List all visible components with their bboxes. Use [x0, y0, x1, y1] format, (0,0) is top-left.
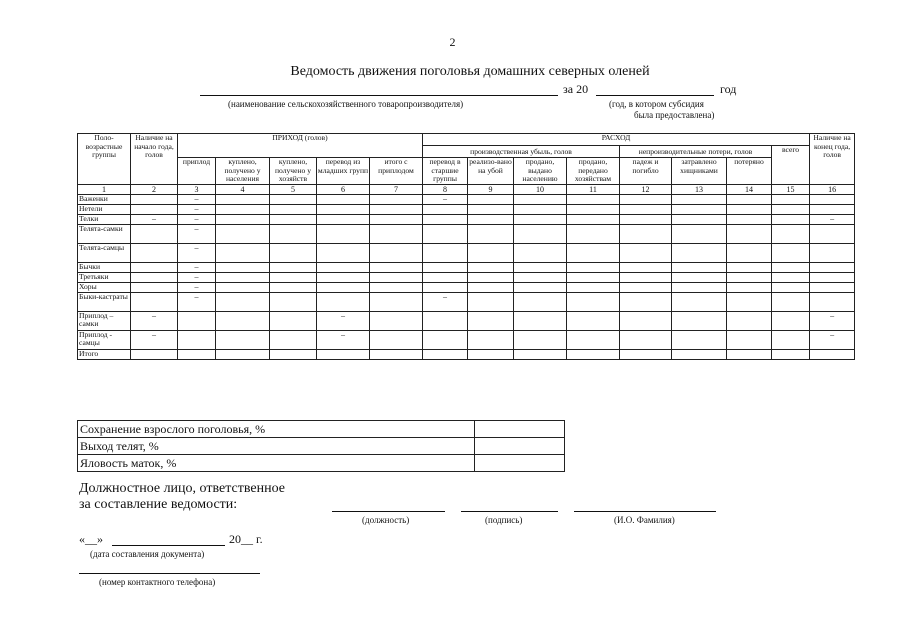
table-cell[interactable]	[370, 194, 423, 204]
table-cell[interactable]	[810, 282, 855, 292]
column-number-row	[78, 184, 855, 194]
full-name-line[interactable]	[574, 511, 716, 512]
year-suffix: год	[720, 82, 737, 96]
year-line[interactable]	[596, 95, 714, 96]
table-cell[interactable]	[317, 349, 370, 359]
table-cell[interactable]	[270, 330, 317, 349]
table-cell[interactable]	[131, 330, 178, 349]
full-name-caption: (И.О. Фамилия)	[614, 515, 675, 525]
table-cell[interactable]	[567, 330, 620, 349]
table-cell[interactable]	[270, 292, 317, 311]
table-cell[interactable]	[270, 262, 317, 272]
table-cell[interactable]	[270, 243, 317, 262]
table-cell[interactable]	[514, 243, 567, 262]
col-header-start-year: Наличие на начало года, голов	[131, 134, 178, 185]
cell-dash: –	[194, 194, 199, 203]
signature-line[interactable]	[461, 511, 558, 512]
table-cell[interactable]	[216, 282, 270, 292]
table-cell[interactable]	[567, 292, 620, 311]
table-cell[interactable]	[514, 330, 567, 349]
sub-header: куплено, получено у хозяйств	[270, 158, 317, 185]
table-cell[interactable]	[370, 282, 423, 292]
row-label: Нетели	[78, 204, 131, 214]
table-cell[interactable]	[423, 243, 468, 262]
col-header-income: ПРИХОД (голов)	[178, 134, 423, 158]
table-cell[interactable]	[772, 330, 810, 349]
page-title: Ведомость движения поголовья домашних северных оленей	[290, 64, 650, 79]
table-cell[interactable]	[131, 204, 178, 214]
row-label: Хоры	[78, 282, 131, 292]
table-cell[interactable]	[216, 262, 270, 272]
table-cell[interactable]	[468, 282, 514, 292]
row-label: Приплод - самцы	[78, 330, 131, 349]
table-cell[interactable]	[514, 214, 567, 224]
cell-dash: –	[830, 311, 835, 320]
indicator-table	[77, 420, 565, 472]
column-number: 11	[567, 184, 620, 194]
table-cell[interactable]	[772, 204, 810, 214]
table-cell[interactable]	[216, 311, 270, 330]
cell-dash: –	[341, 311, 345, 320]
cell-dash: –	[194, 262, 199, 271]
table-row	[78, 282, 855, 292]
table-cell[interactable]	[620, 262, 672, 272]
table-cell[interactable]	[317, 330, 370, 349]
table-cell[interactable]	[620, 349, 672, 359]
table-cell[interactable]	[216, 292, 270, 311]
table-cell[interactable]	[772, 194, 810, 204]
table-cell[interactable]	[620, 330, 672, 349]
table-cell[interactable]	[468, 292, 514, 311]
table-cell[interactable]	[178, 272, 216, 282]
table-cell[interactable]	[131, 292, 178, 311]
table-cell[interactable]	[672, 311, 727, 330]
col-header-productive-loss: производственная убыль, голов	[423, 146, 620, 158]
table-cell[interactable]	[772, 272, 810, 282]
table-cell[interactable]	[620, 194, 672, 204]
date-day: «__»	[79, 532, 103, 546]
sub-header: куплено, получено у населения	[216, 158, 270, 185]
table-row	[78, 349, 855, 359]
table-cell[interactable]	[131, 311, 178, 330]
table-cell[interactable]	[810, 292, 855, 311]
row-label: Важенки	[78, 194, 131, 204]
table-cell[interactable]	[567, 224, 620, 243]
table-cell[interactable]	[270, 282, 317, 292]
indicator-value[interactable]	[475, 421, 565, 438]
cell-dash: –	[152, 214, 156, 223]
table-cell[interactable]	[216, 204, 270, 214]
table-cell[interactable]	[370, 330, 423, 349]
row-label: Телки	[78, 214, 131, 224]
table-cell[interactable]	[810, 194, 855, 204]
table-cell[interactable]	[270, 194, 317, 204]
table-cell[interactable]	[270, 224, 317, 243]
table-cell[interactable]	[178, 243, 216, 262]
table-cell[interactable]	[131, 349, 178, 359]
cell-dash: –	[194, 272, 199, 281]
column-number: 5	[270, 184, 317, 194]
table-cell[interactable]	[423, 224, 468, 243]
sub-header: падеж и погибло	[620, 158, 672, 185]
table-cell[interactable]	[672, 292, 727, 311]
column-number: 15	[772, 184, 810, 194]
table-cell[interactable]	[567, 272, 620, 282]
table-cell[interactable]	[178, 224, 216, 243]
table-cell[interactable]	[131, 262, 178, 272]
table-cell[interactable]	[810, 262, 855, 272]
table-cell[interactable]	[567, 214, 620, 224]
table-cell[interactable]	[178, 194, 216, 204]
table-cell[interactable]	[620, 272, 672, 282]
table-cell[interactable]	[178, 349, 216, 359]
table-cell[interactable]	[468, 214, 514, 224]
year-caption-1: (год, в котором субсидия	[609, 99, 704, 109]
table-cell[interactable]	[317, 204, 370, 214]
table-cell[interactable]	[370, 243, 423, 262]
col-header-unproductive-loss: непроизводительные потери, голов	[620, 146, 772, 158]
indicator-row	[78, 438, 565, 455]
date-caption: (дата составления документа)	[90, 549, 205, 559]
producer-name-line[interactable]	[200, 95, 558, 96]
cell-dash: –	[194, 204, 199, 213]
table-cell[interactable]	[620, 282, 672, 292]
table-cell[interactable]	[672, 349, 727, 359]
table-cell[interactable]	[567, 204, 620, 214]
table-cell[interactable]	[672, 224, 727, 243]
table-cell[interactable]	[317, 214, 370, 224]
column-number: 8	[423, 184, 468, 194]
table-cell[interactable]	[131, 243, 178, 262]
table-cell[interactable]	[620, 214, 672, 224]
table-cell[interactable]	[514, 272, 567, 282]
table-cell[interactable]	[131, 194, 178, 204]
table-cell[interactable]	[514, 262, 567, 272]
column-number: 12	[620, 184, 672, 194]
table-row	[78, 292, 855, 311]
table-cell[interactable]	[772, 292, 810, 311]
table-cell[interactable]	[370, 204, 423, 214]
table-cell[interactable]	[727, 311, 772, 330]
indicator-row	[78, 455, 565, 472]
table-cell[interactable]	[727, 224, 772, 243]
table-cell[interactable]	[727, 282, 772, 292]
cell-dash: –	[194, 292, 199, 301]
page-number: 2	[449, 35, 456, 49]
table-cell[interactable]	[423, 204, 468, 214]
table-cell[interactable]	[270, 272, 317, 282]
position-caption: (должность)	[362, 515, 410, 525]
table-cell[interactable]	[317, 292, 370, 311]
table-cell[interactable]	[370, 224, 423, 243]
table-cell[interactable]	[216, 224, 270, 243]
table-cell[interactable]	[270, 349, 317, 359]
table-cell[interactable]	[810, 214, 855, 224]
table-cell[interactable]	[727, 262, 772, 272]
col-header-expense: РАСХОД	[423, 134, 810, 146]
table-cell[interactable]	[772, 311, 810, 330]
indicator-label: Сохранение взрослого поголовья, %	[78, 421, 475, 438]
table-cell[interactable]	[810, 204, 855, 214]
phone-line[interactable]	[79, 573, 260, 574]
row-label: Бычки	[78, 262, 131, 272]
responsible-person-line2: за составление ведомости:	[79, 497, 238, 512]
sub-header: продано, передано хозяйствам	[567, 158, 620, 185]
row-label: Быки-кастраты	[78, 292, 131, 311]
table-row	[78, 262, 855, 272]
table-cell[interactable]	[178, 262, 216, 272]
table-cell[interactable]	[567, 262, 620, 272]
column-number: 4	[216, 184, 270, 194]
table-cell[interactable]	[178, 292, 216, 311]
table-cell[interactable]	[772, 349, 810, 359]
column-number: 10	[514, 184, 567, 194]
table-cell[interactable]	[131, 214, 178, 224]
table-cell[interactable]	[468, 224, 514, 243]
table-cell[interactable]	[727, 214, 772, 224]
table-cell[interactable]	[423, 330, 468, 349]
row-label: Итого	[78, 349, 131, 359]
table-cell[interactable]	[810, 311, 855, 330]
table-cell[interactable]	[423, 194, 468, 204]
col-header-total: всего	[772, 146, 810, 185]
table-cell[interactable]	[270, 214, 317, 224]
table-cell[interactable]	[727, 292, 772, 311]
cell-dash: –	[194, 214, 199, 223]
table-cell[interactable]	[514, 204, 567, 214]
responsible-person-line1: Должностное лицо, ответственное	[79, 481, 285, 496]
table-cell[interactable]	[514, 349, 567, 359]
table-cell[interactable]	[620, 243, 672, 262]
column-number: 13	[672, 184, 727, 194]
row-label: Телята-самцы	[78, 243, 131, 262]
table-cell[interactable]	[672, 204, 727, 214]
indicator-value[interactable]	[475, 438, 565, 455]
table-cell[interactable]	[620, 292, 672, 311]
table-cell[interactable]	[317, 282, 370, 292]
table-cell[interactable]	[468, 243, 514, 262]
cell-dash: –	[830, 214, 835, 223]
table-cell[interactable]	[423, 214, 468, 224]
table-cell[interactable]	[178, 330, 216, 349]
table-cell[interactable]	[514, 224, 567, 243]
table-cell[interactable]	[317, 272, 370, 282]
table-cell[interactable]	[727, 194, 772, 204]
table-cell[interactable]	[772, 262, 810, 272]
table-row	[78, 311, 855, 330]
table-cell[interactable]	[727, 204, 772, 214]
table-cell[interactable]	[772, 224, 810, 243]
table-cell[interactable]	[514, 282, 567, 292]
table-cell[interactable]	[468, 194, 514, 204]
table-cell[interactable]	[810, 243, 855, 262]
table-cell[interactable]	[672, 262, 727, 272]
table-cell[interactable]	[672, 272, 727, 282]
indicator-label: Яловость маток, %	[78, 455, 475, 472]
table-cell[interactable]	[216, 214, 270, 224]
table-cell[interactable]	[727, 272, 772, 282]
sub-header: потеряно	[727, 158, 772, 185]
table-cell[interactable]	[810, 272, 855, 282]
table-cell[interactable]	[423, 349, 468, 359]
table-cell[interactable]	[567, 282, 620, 292]
table-cell[interactable]	[810, 224, 855, 243]
table-row	[78, 330, 855, 349]
table-cell[interactable]	[468, 262, 514, 272]
cell-dash: –	[194, 243, 199, 252]
table-cell[interactable]	[216, 194, 270, 204]
table-cell[interactable]	[567, 243, 620, 262]
table-cell[interactable]	[672, 243, 727, 262]
cell-dash: –	[152, 330, 156, 339]
table-cell[interactable]	[620, 224, 672, 243]
date-month-line[interactable]	[112, 545, 225, 546]
table-cell[interactable]	[423, 272, 468, 282]
sub-header: продано, выдано населению	[514, 158, 567, 185]
table-cell[interactable]	[514, 311, 567, 330]
table-cell[interactable]	[772, 282, 810, 292]
table-cell[interactable]	[567, 311, 620, 330]
column-number: 2	[131, 184, 178, 194]
column-number: 1	[78, 184, 131, 194]
sub-header: затравлено хищниками	[672, 158, 727, 185]
table-cell[interactable]	[672, 282, 727, 292]
table-row	[78, 194, 855, 204]
table-cell[interactable]	[567, 349, 620, 359]
table-cell[interactable]	[620, 204, 672, 214]
table-cell[interactable]	[317, 311, 370, 330]
table-cell[interactable]	[270, 311, 317, 330]
table-cell[interactable]	[423, 311, 468, 330]
table-cell[interactable]	[772, 243, 810, 262]
livestock-movement-table	[77, 133, 855, 360]
table-row	[78, 243, 855, 262]
table-cell[interactable]	[317, 262, 370, 272]
table-cell[interactable]	[672, 330, 727, 349]
table-cell[interactable]	[620, 311, 672, 330]
year-caption-2: была предоставлена)	[634, 110, 715, 120]
producer-caption: (наименование сельскохозяйственного товаропроизводителя)	[228, 99, 464, 109]
phone-caption: (номер контактного телефона)	[99, 577, 216, 587]
table-cell[interactable]	[468, 330, 514, 349]
column-number: 14	[727, 184, 772, 194]
table-cell[interactable]	[178, 282, 216, 292]
indicator-row	[78, 421, 565, 438]
signature-caption: (подпись)	[485, 515, 523, 525]
table-cell[interactable]	[423, 262, 468, 272]
table-cell[interactable]	[423, 282, 468, 292]
year-prefix: за 20	[563, 82, 589, 96]
table-cell[interactable]	[727, 243, 772, 262]
cell-dash: –	[443, 292, 447, 301]
table-cell[interactable]	[317, 194, 370, 204]
indicator-label: Выход телят, %	[78, 438, 475, 455]
row-label: Приплод – самки	[78, 311, 131, 330]
column-number: 3	[178, 184, 216, 194]
table-cell[interactable]	[727, 349, 772, 359]
table-cell[interactable]	[423, 292, 468, 311]
table-cell[interactable]	[672, 194, 727, 204]
table-cell[interactable]	[468, 272, 514, 282]
table-cell[interactable]	[131, 272, 178, 282]
cell-dash: –	[443, 194, 447, 203]
indicator-value[interactable]	[475, 455, 565, 472]
date-year: 20__ г.	[229, 532, 263, 546]
table-cell[interactable]	[317, 224, 370, 243]
table-cell[interactable]	[178, 311, 216, 330]
table-cell[interactable]	[131, 224, 178, 243]
table-cell[interactable]	[370, 214, 423, 224]
table-row	[78, 204, 855, 214]
sub-header: перевод из младших групп	[317, 158, 370, 185]
table-cell[interactable]	[370, 272, 423, 282]
row-label: Третьяки	[78, 272, 131, 282]
table-row	[78, 224, 855, 243]
table-cell[interactable]	[178, 214, 216, 224]
sub-header: приплод	[178, 158, 216, 185]
table-row	[78, 214, 855, 224]
table-cell[interactable]	[468, 349, 514, 359]
position-line[interactable]	[332, 511, 445, 512]
column-number: 7	[370, 184, 423, 194]
table-cell[interactable]	[216, 330, 270, 349]
table-cell[interactable]	[216, 272, 270, 282]
cell-dash: –	[194, 224, 199, 233]
sub-header: перевод в старшие группы	[423, 158, 468, 185]
column-number: 6	[317, 184, 370, 194]
table-cell[interactable]	[216, 349, 270, 359]
table-cell[interactable]	[370, 311, 423, 330]
column-number: 9	[468, 184, 514, 194]
cell-dash: –	[194, 282, 199, 291]
table-cell[interactable]	[370, 349, 423, 359]
column-number: 16	[810, 184, 855, 194]
table-cell[interactable]	[370, 262, 423, 272]
table-cell[interactable]	[772, 214, 810, 224]
table-cell[interactable]	[178, 204, 216, 214]
table-cell[interactable]	[370, 292, 423, 311]
table-row	[78, 272, 855, 282]
table-cell[interactable]	[672, 214, 727, 224]
table-cell[interactable]	[131, 282, 178, 292]
table-cell[interactable]	[468, 311, 514, 330]
sub-header: реализо-вано на убой	[468, 158, 514, 185]
cell-dash: –	[341, 330, 345, 339]
table-cell[interactable]	[810, 330, 855, 349]
cell-dash: –	[830, 330, 835, 339]
table-cell[interactable]	[468, 204, 514, 214]
table-cell[interactable]	[317, 243, 370, 262]
table-cell[interactable]	[567, 194, 620, 204]
table-cell[interactable]	[270, 204, 317, 214]
table-cell[interactable]	[216, 243, 270, 262]
col-header-sex-age: Поло-возрастные группы	[78, 134, 131, 185]
table-cell[interactable]	[810, 349, 855, 359]
sub-header: итого с приплодом	[370, 158, 423, 185]
table-body	[78, 194, 855, 359]
cell-dash: –	[152, 311, 156, 320]
table-cell[interactable]	[514, 292, 567, 311]
col-header-end-year: Наличие на конец года, голов	[810, 134, 855, 185]
table-cell[interactable]	[514, 194, 567, 204]
row-label: Телята-самки	[78, 224, 131, 243]
table-cell[interactable]	[727, 330, 772, 349]
